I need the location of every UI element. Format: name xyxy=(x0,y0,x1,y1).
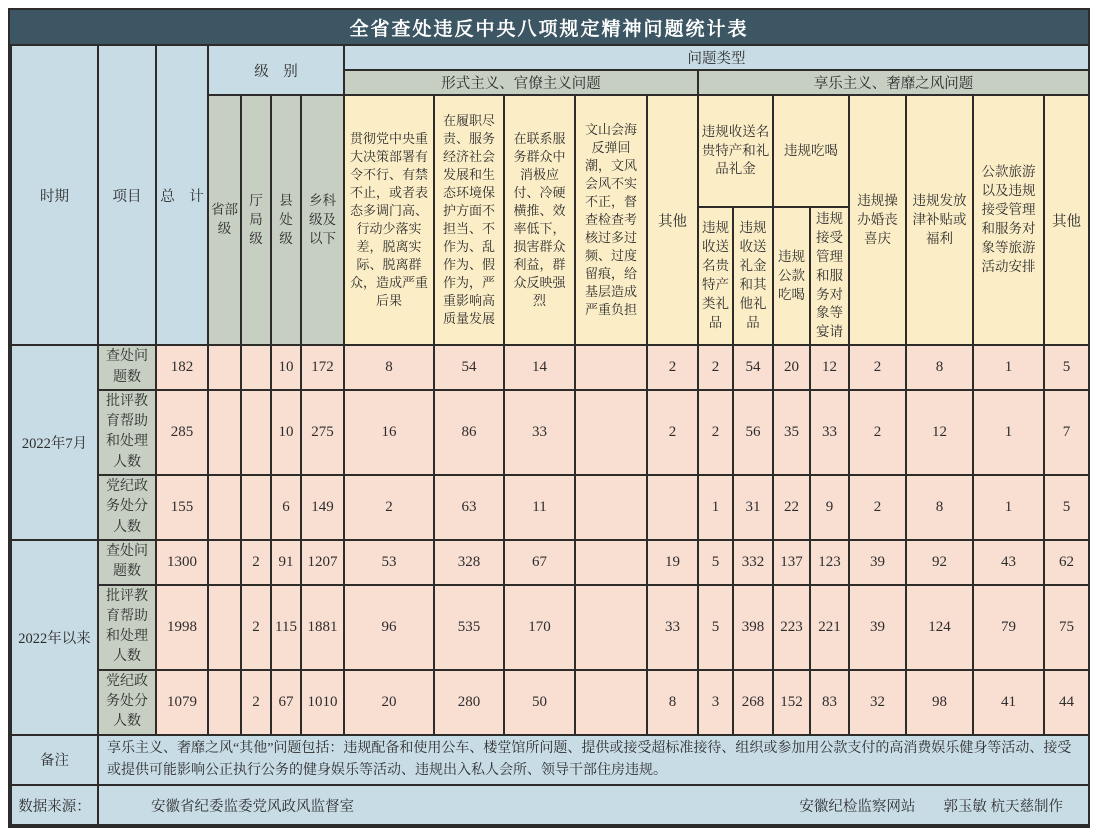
data-cell: 2 xyxy=(849,345,906,390)
col-header-formalism-1: 在履职尽责、服务经济社会发展和生态环境保护方面不担当、不作为、乱作为、假作为，严重影响高质量发展 xyxy=(434,95,504,345)
data-cell: 39 xyxy=(849,540,906,585)
col-header-problem-type: 问题类型 xyxy=(344,45,1089,70)
data-cell xyxy=(647,475,698,540)
data-cell: 62 xyxy=(1044,540,1089,585)
data-cell: 8 xyxy=(647,670,698,735)
data-cell: 1 xyxy=(973,345,1044,390)
data-cell xyxy=(241,390,271,475)
table-row xyxy=(11,670,1089,735)
statistics-table xyxy=(10,44,1090,826)
data-cell: 56 xyxy=(733,390,773,475)
col-header-eating-group: 违规吃喝 xyxy=(773,95,849,207)
data-cell: 332 xyxy=(733,540,773,585)
data-cell: 8 xyxy=(344,345,434,390)
col-header-formalism-3: 文山会海反弹回潮，文风会风不实不正，督查检查考核过多过频、过度留痕，给基层造成严重负担 xyxy=(575,95,647,345)
col-header-formalism-other: 其他 xyxy=(647,95,698,345)
data-cell: 124 xyxy=(906,585,973,670)
data-cell: 54 xyxy=(733,345,773,390)
data-cell: 8 xyxy=(906,345,973,390)
table-row xyxy=(11,390,1089,475)
data-cell: 20 xyxy=(773,345,810,390)
data-cell: 22 xyxy=(773,475,810,540)
data-cell: 10 xyxy=(271,390,301,475)
data-cell: 1 xyxy=(698,475,733,540)
col-header-public-funded-travel: 公款旅游以及违规接受管理和服务对象等旅游活动安排 xyxy=(973,95,1044,345)
col-header-formalism-0: 贯彻党中央重大决策部署有令不行、有禁不止，或者表态多调门高、行动少落实差，脱离实际、脱离群众，造成严重后果 xyxy=(344,95,434,345)
source-credits xyxy=(799,795,1063,816)
data-cell: 2 xyxy=(849,390,906,475)
data-cell: 2 xyxy=(647,345,698,390)
col-header-gifts-cash: 违规收送礼金和其他礼品 xyxy=(733,207,773,345)
data-cell: 398 xyxy=(733,585,773,670)
data-cell: 2 xyxy=(241,585,271,670)
data-cell: 83 xyxy=(810,670,849,735)
col-header-level-group: 级 别 xyxy=(208,45,344,95)
data-cell: 2 xyxy=(241,670,271,735)
col-header-formalism-2: 在联系服务群众中消极应付、冷硬横推、效率低下，损害群众利益，群众反映强烈 xyxy=(504,95,575,345)
col-header-eating-public-funds: 违规公款吃喝 xyxy=(773,207,810,345)
row-header-problems-found: 查处问题数 xyxy=(98,540,156,585)
data-cell: 9 xyxy=(810,475,849,540)
table-row xyxy=(11,585,1089,670)
source-organization: 安徽省纪委监委党风政风监督室 xyxy=(151,798,354,815)
data-cell: 54 xyxy=(434,345,504,390)
data-cell: 33 xyxy=(504,390,575,475)
source-row xyxy=(11,785,1089,825)
data-cell xyxy=(241,475,271,540)
col-header-formalism-group: 形式主义、官僚主义问题 xyxy=(344,70,698,95)
data-cell: 16 xyxy=(344,390,434,475)
data-cell: 1010 xyxy=(301,670,344,735)
data-cell xyxy=(208,670,241,735)
data-cell xyxy=(575,540,647,585)
data-cell: 6 xyxy=(271,475,301,540)
data-cell xyxy=(241,345,271,390)
data-cell: 8 xyxy=(906,475,973,540)
source-website: 安徽纪检监察网站 xyxy=(799,798,916,815)
table-row xyxy=(11,540,1089,585)
data-cell xyxy=(208,540,241,585)
col-header-weddings-funerals: 违规操办婚丧喜庆 xyxy=(849,95,906,345)
data-cell: 149 xyxy=(301,475,344,540)
table-row xyxy=(11,345,1089,390)
data-cell: 280 xyxy=(434,670,504,735)
data-cell: 2 xyxy=(344,475,434,540)
data-cell: 7 xyxy=(1044,390,1089,475)
source-content xyxy=(98,785,1089,825)
data-cell: 223 xyxy=(773,585,810,670)
data-cell: 275 xyxy=(301,390,344,475)
data-cell: 115 xyxy=(271,585,301,670)
data-cell: 67 xyxy=(504,540,575,585)
data-cell: 1300 xyxy=(156,540,208,585)
col-header-level-province: 省部级 xyxy=(208,95,241,345)
col-header-level-department: 厅局级 xyxy=(241,95,271,345)
data-cell: 1079 xyxy=(156,670,208,735)
remark-label: 备注 xyxy=(11,735,98,786)
data-cell: 67 xyxy=(271,670,301,735)
col-header-period: 时期 xyxy=(11,45,98,345)
data-cell xyxy=(575,670,647,735)
data-cell: 10 xyxy=(271,345,301,390)
period-cell: 2022年以来 xyxy=(11,540,98,735)
data-cell: 43 xyxy=(973,540,1044,585)
data-cell: 91 xyxy=(271,540,301,585)
data-cell xyxy=(208,475,241,540)
data-cell: 172 xyxy=(301,345,344,390)
data-cell: 35 xyxy=(773,390,810,475)
data-cell xyxy=(208,585,241,670)
data-cell: 20 xyxy=(344,670,434,735)
col-header-gifts-group: 违规收送名贵特产和礼品礼金 xyxy=(698,95,773,207)
data-cell: 123 xyxy=(810,540,849,585)
col-header-allowances: 违规发放津补贴或福利 xyxy=(906,95,973,345)
data-cell: 14 xyxy=(504,345,575,390)
data-cell: 170 xyxy=(504,585,575,670)
col-header-eating-banquets: 违规接受管理和服务对象等宴请 xyxy=(810,207,849,345)
data-cell: 1998 xyxy=(156,585,208,670)
row-header-party-discipline: 党纪政务处分人数 xyxy=(98,475,156,540)
row-header-problems-found: 查处问题数 xyxy=(98,345,156,390)
data-cell: 63 xyxy=(434,475,504,540)
col-header-item: 项目 xyxy=(98,45,156,345)
remark-text: 享乐主义、奢靡之风“其他”问题包括：违规配备和使用公车、楼堂馆所问题、提供或接受超标准接待、组织或参加用公款支付的高消费娱乐健身等活动、接受或提供可能影响公正执行公务的健身娱乐等活动、违规出入私人会所、领导干部住房违规。 xyxy=(98,735,1089,786)
data-cell: 1 xyxy=(973,390,1044,475)
data-cell xyxy=(575,390,647,475)
table-title: 全省查处违反中央八项规定精神问题统计表 xyxy=(10,10,1088,44)
source-makers: 郭玉敏 杭天慈制作 xyxy=(943,798,1064,815)
data-cell: 96 xyxy=(344,585,434,670)
data-cell: 31 xyxy=(733,475,773,540)
data-cell: 137 xyxy=(773,540,810,585)
data-cell: 2 xyxy=(698,345,733,390)
data-cell: 155 xyxy=(156,475,208,540)
data-cell: 535 xyxy=(434,585,504,670)
data-cell xyxy=(575,345,647,390)
col-header-hedonism-other: 其他 xyxy=(1044,95,1089,345)
col-header-gifts-specialty: 违规收送名贵特产类礼品 xyxy=(698,207,733,345)
data-cell: 12 xyxy=(906,390,973,475)
statistics-table-frame xyxy=(8,8,1090,828)
data-cell: 39 xyxy=(849,585,906,670)
data-cell: 1207 xyxy=(301,540,344,585)
data-cell: 12 xyxy=(810,345,849,390)
data-cell: 2 xyxy=(698,390,733,475)
data-cell: 53 xyxy=(344,540,434,585)
data-cell: 5 xyxy=(698,585,733,670)
data-cell: 11 xyxy=(504,475,575,540)
data-cell: 1881 xyxy=(301,585,344,670)
data-cell xyxy=(575,585,647,670)
remark-row xyxy=(11,735,1089,786)
data-cell: 328 xyxy=(434,540,504,585)
col-header-total: 总 计 xyxy=(156,45,208,345)
data-cell: 75 xyxy=(1044,585,1089,670)
row-header-criticism-education: 批评教育帮助和处理人数 xyxy=(98,390,156,475)
data-cell: 182 xyxy=(156,345,208,390)
data-cell xyxy=(208,390,241,475)
data-cell: 92 xyxy=(906,540,973,585)
data-cell: 2 xyxy=(647,390,698,475)
data-cell: 221 xyxy=(810,585,849,670)
data-cell: 268 xyxy=(733,670,773,735)
data-cell xyxy=(575,475,647,540)
data-cell: 44 xyxy=(1044,670,1089,735)
data-cell: 2 xyxy=(849,475,906,540)
data-cell: 98 xyxy=(906,670,973,735)
data-cell: 152 xyxy=(773,670,810,735)
data-cell: 2 xyxy=(241,540,271,585)
data-cell: 86 xyxy=(434,390,504,475)
data-cell: 285 xyxy=(156,390,208,475)
data-cell: 33 xyxy=(810,390,849,475)
col-header-level-township: 乡科级及以下 xyxy=(301,95,344,345)
data-cell xyxy=(208,345,241,390)
table-row xyxy=(11,475,1089,540)
data-cell: 33 xyxy=(647,585,698,670)
data-cell: 32 xyxy=(849,670,906,735)
row-header-party-discipline: 党纪政务处分人数 xyxy=(98,670,156,735)
row-header-criticism-education: 批评教育帮助和处理人数 xyxy=(98,585,156,670)
data-cell: 50 xyxy=(504,670,575,735)
data-cell: 1 xyxy=(973,475,1044,540)
data-cell: 41 xyxy=(973,670,1044,735)
source-content-inner xyxy=(99,795,1088,816)
data-cell: 5 xyxy=(1044,345,1089,390)
col-header-level-county: 县处级 xyxy=(271,95,301,345)
data-cell: 19 xyxy=(647,540,698,585)
source-label: 数据来源： xyxy=(11,785,98,825)
data-cell: 5 xyxy=(698,540,733,585)
data-cell: 5 xyxy=(1044,475,1089,540)
data-cell: 79 xyxy=(973,585,1044,670)
col-header-hedonism-group: 享乐主义、奢靡之风问题 xyxy=(698,70,1089,95)
data-cell: 3 xyxy=(698,670,733,735)
period-cell: 2022年7月 xyxy=(11,345,98,540)
